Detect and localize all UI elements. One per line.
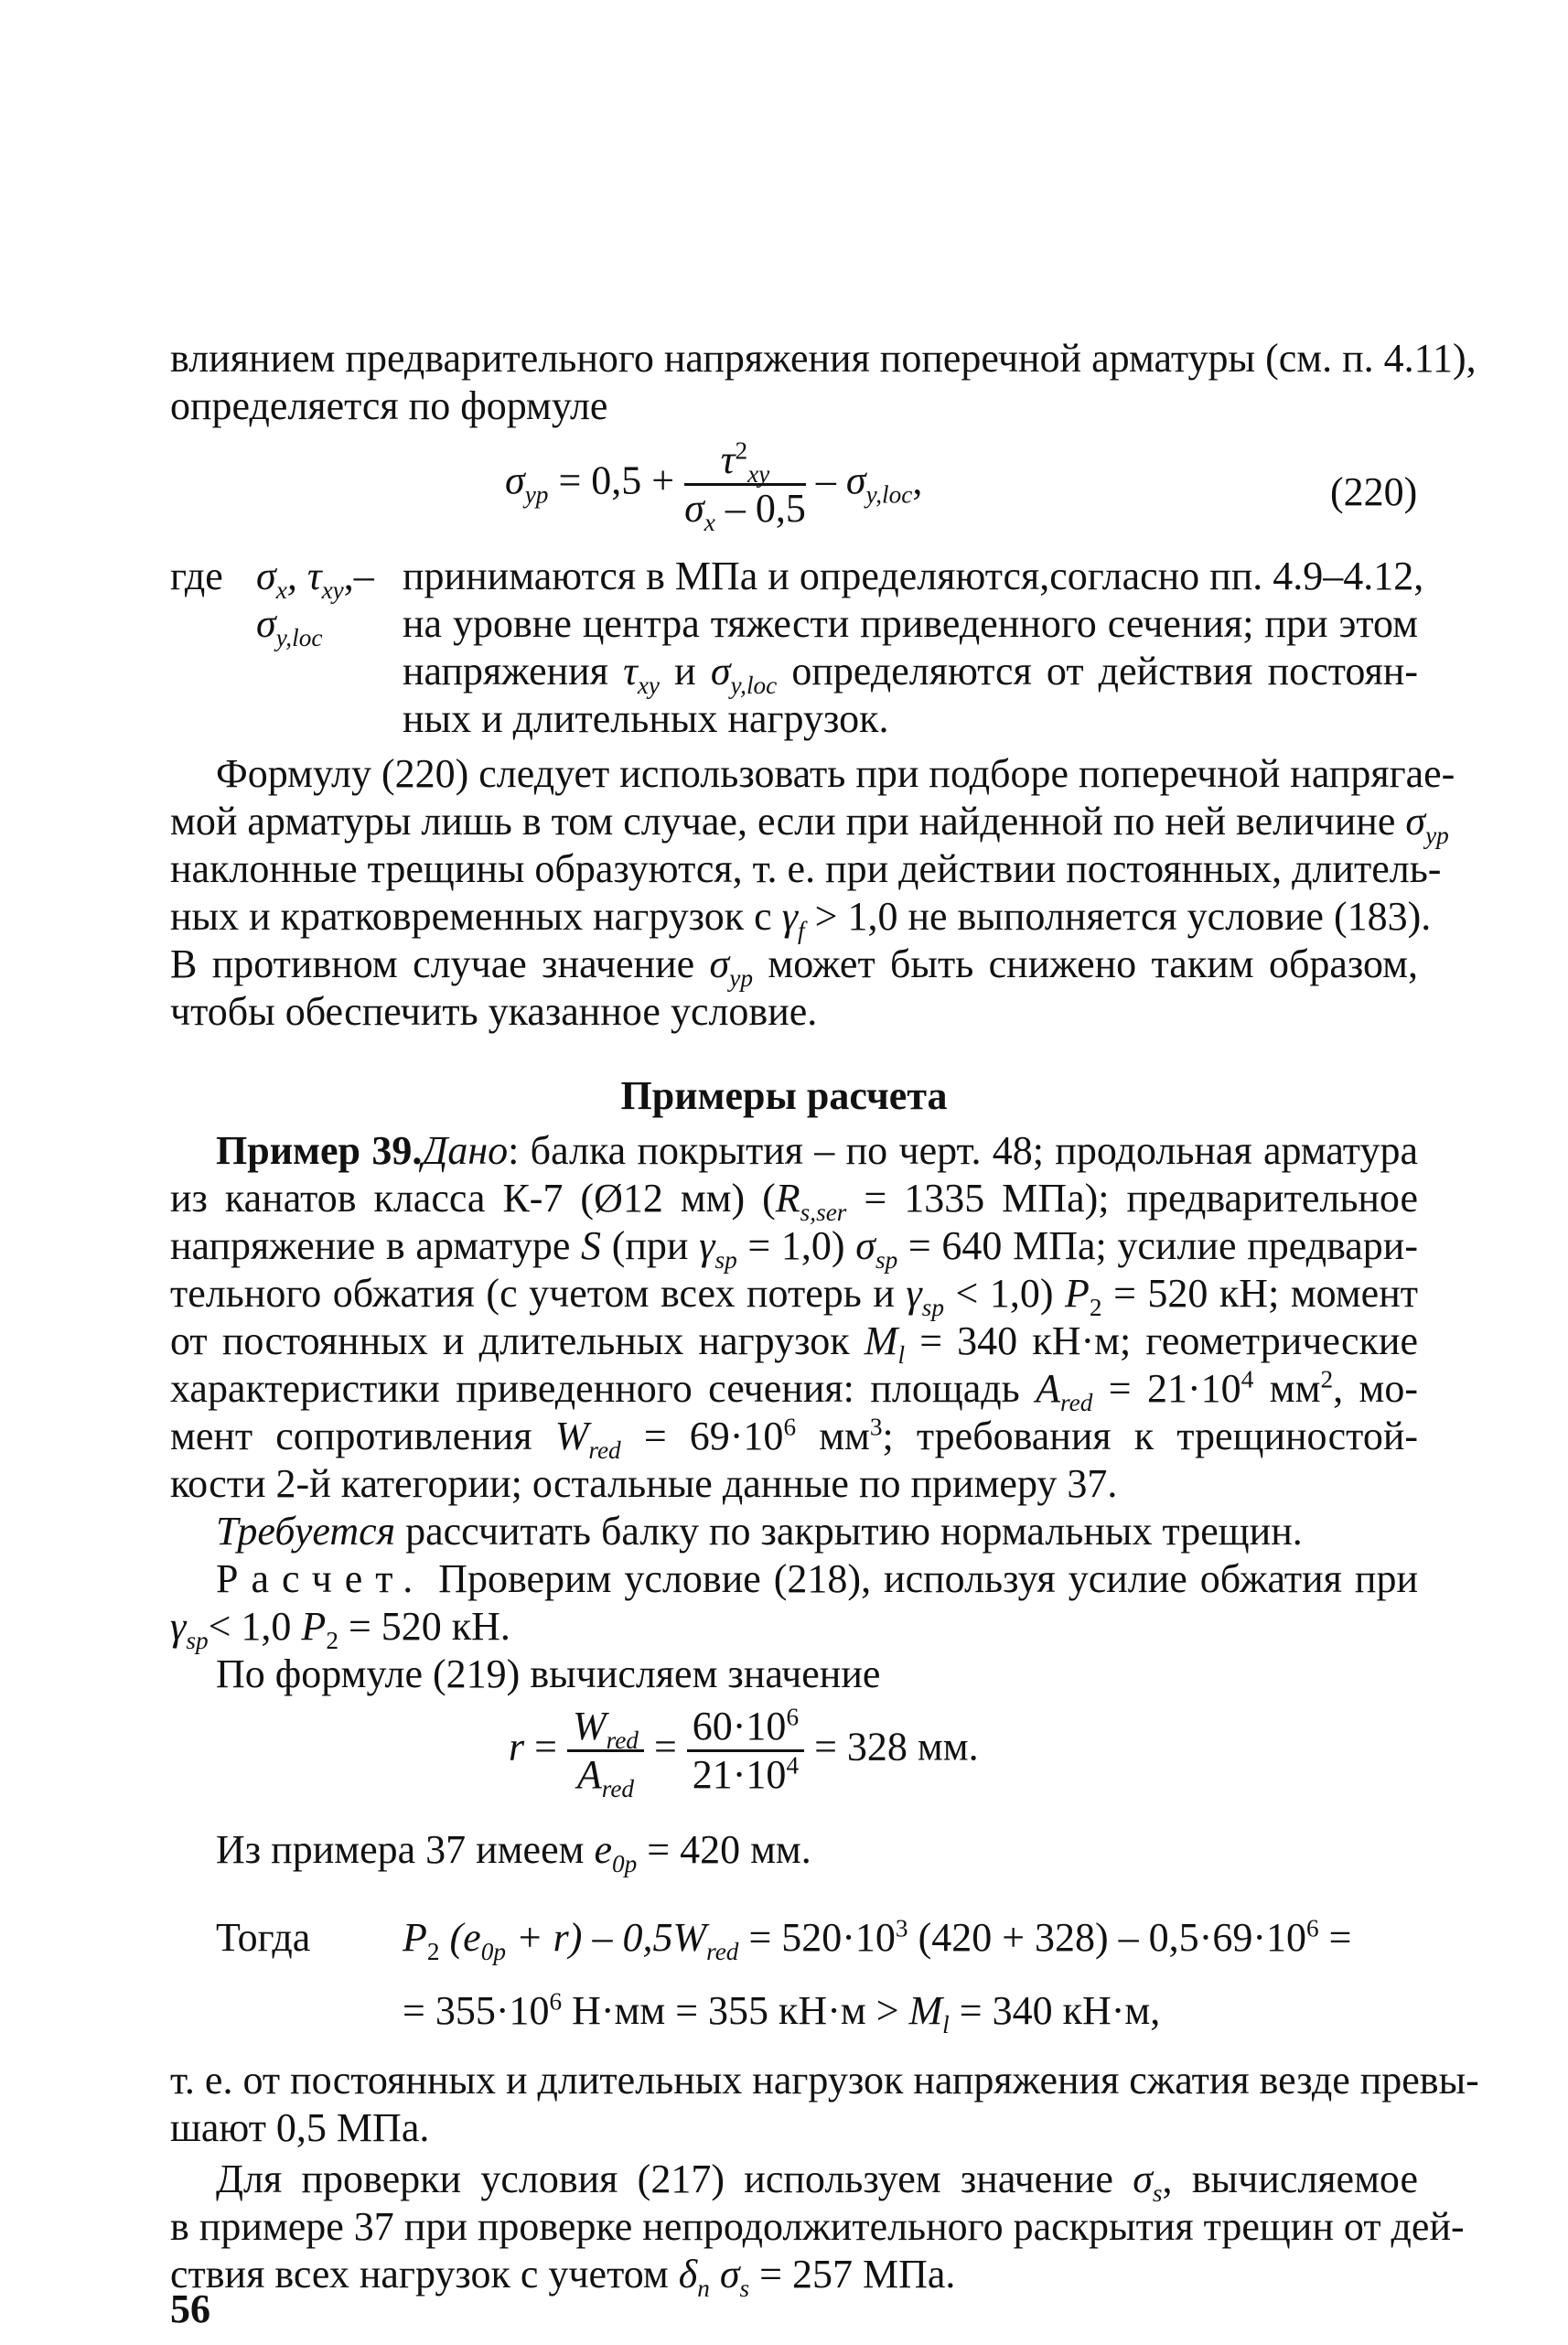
page-number: 56 [170, 2286, 210, 2331]
para1-line-6: чтобы обеспечить указанное условие. [170, 989, 818, 1034]
para3-line-1: Для проверки условия (217) используем значение $\sigma_s$, вычисляемое [216, 2157, 1418, 2207]
where-text-1: принимаются в МПа и определяются,согласно пп. 4.9–4.12, [403, 554, 1424, 598]
formula-219-line: По формуле (219) вычисляем значение [216, 1651, 881, 1696]
where-symbols-1: $\sigma_x$, $\tau_{xy},-$ [256, 554, 374, 604]
where-text-2: на уровне центра тяжести приведенного сечения; при этом [403, 601, 1418, 646]
then-equation-1: $P_2$ $(e_{0p} + r) - 0,5W_{red} = 520\cdot 10^3$ $(420 + 328) - 0,5\cdot 69\cdot 10^6$ = [403, 1914, 1352, 1965]
para3-line-2: в примере 37 при проверке непродолжительного раскрытия трещин от дей- [170, 2204, 1465, 2249]
equation-220: $\sigma_{yp} = 0,5$ + $\frac{\tau^2_{xy}}{\sigma_x - 0,5}$ – $\sigma_{y,loc}$, [505, 436, 923, 536]
where-symbols-2: $\sigma_{y,loc}$ [256, 601, 323, 651]
example-line-4: тельного обжатия (с учетом всех потерь и $\gamma_{sp} < 1,0$) $P_2 = 520$ кН; момент [170, 1271, 1418, 1321]
para1-line-4: ных и кратковременных нагрузок с $\gamma_f > 1,0$ не выполняется условие (183). [170, 894, 1432, 944]
section-heading: Примеры расчета [620, 1073, 948, 1118]
calc-line-1: Расчет. Проверим условие (218), используя усилие обжатия при [216, 1556, 1418, 1601]
equation-r: r = $\frac{W_{red}}{A_{red}}$ = $\frac{60\cdot 10^6}{21\cdot 10^4}$ = 328 мм. [509, 1703, 979, 1802]
then-equation-2: = $355\cdot 10^6$ Н·мм = 355 $кН\cdot м > M_l = 340$ кН·м, [403, 1987, 1161, 2038]
example-line-6: характеристики приведенного сечения: площадь $A_{red} = 21\cdot 10^4$ $мм^2$, мо- [170, 1365, 1419, 1416]
example-line-8: кости 2-й категории; остальные данные по примеру 37. [170, 1461, 1118, 1506]
where-label: где [170, 554, 223, 598]
para2-line-2: шают 0,5 МПа. [170, 2105, 430, 2150]
example-line-7: мент сопротивления $W_{red} = 69\cdot 10^6$ $мм^3$; требования к трещиностой- [170, 1413, 1419, 1464]
fraction-values: $\frac{60\cdot 10^6}{21\cdot 10^4}$ [687, 1704, 804, 1798]
para2-line-1: т. е. от постоянных и длительных нагрузок напряжения сжатия везде превы- [170, 2058, 1479, 2103]
required-line: Требуется рассчитать балку по закрытию нормальных трещин. [216, 1509, 1303, 1554]
intro-line-2: определяется по формуле [170, 383, 608, 428]
fraction: $\frac{\tau^2_{xy}}{\sigma_x - 0,5}$ [684, 436, 806, 536]
para3-line-3: ствия всех нагрузок с учетом $\delta_n$ $\sigma_s = 257$ МПа. [170, 2252, 956, 2302]
para1-line-3: наклонные трещины образуются, т. е. при действии постоянных, длитель- [170, 846, 1442, 891]
equation-number-220: (220) [1330, 469, 1418, 514]
example-line-3: напряжение в арматуре S (при $\gamma_{sp} = 1,0$) $\sigma_{sp} = 640$ МПа; усилие предвари- [170, 1223, 1418, 1274]
fraction-w-a: $\frac{W_{red}}{A_{red}}$ [567, 1704, 644, 1798]
intro-line-1: влиянием предварительного напряжения поперечной арматуры (см. п. 4.11), [170, 336, 1477, 381]
calc-line-2: $\gamma_{sp}< 1,0$ $P_2 = 520$ кН. [170, 1604, 510, 1654]
para1-line-1: Формулу (220) следует использовать при подборе поперечной напрягае- [216, 751, 1455, 796]
para1-line-2: мой арматуры лишь в том случае, если при найденной по ней величине $\sigma_{yp}$ [170, 799, 1449, 849]
para1-line-5: В противном случае значение $\sigma_{yp}$ может быть снижено таким образом, [170, 941, 1418, 992]
from-example-37: Из примера 37 имеем $e_{0p} = 420$ мм. [216, 1827, 811, 1877]
example-line-2: из канатов класса К-7 (Ø12 мм) ($R_{s,ser} = 1335$ МПа); предварительное [170, 1176, 1418, 1226]
then-label: Тогда [216, 1915, 311, 1960]
where-text-3: напряжения $\tau_{xy}$ и $\sigma_{y,loc}$ определяются от действия постоян- [403, 649, 1419, 699]
where-text-4: ных и длительных нагрузок. [403, 696, 889, 741]
example-line-5: от постоянных и длительных нагрузок $M_l = 340$ кН·м; геометрические [170, 1318, 1418, 1369]
example-line-1: Пример 39.Дано: балка покрытия – по черт. 48; продольная арматура [216, 1128, 1418, 1173]
